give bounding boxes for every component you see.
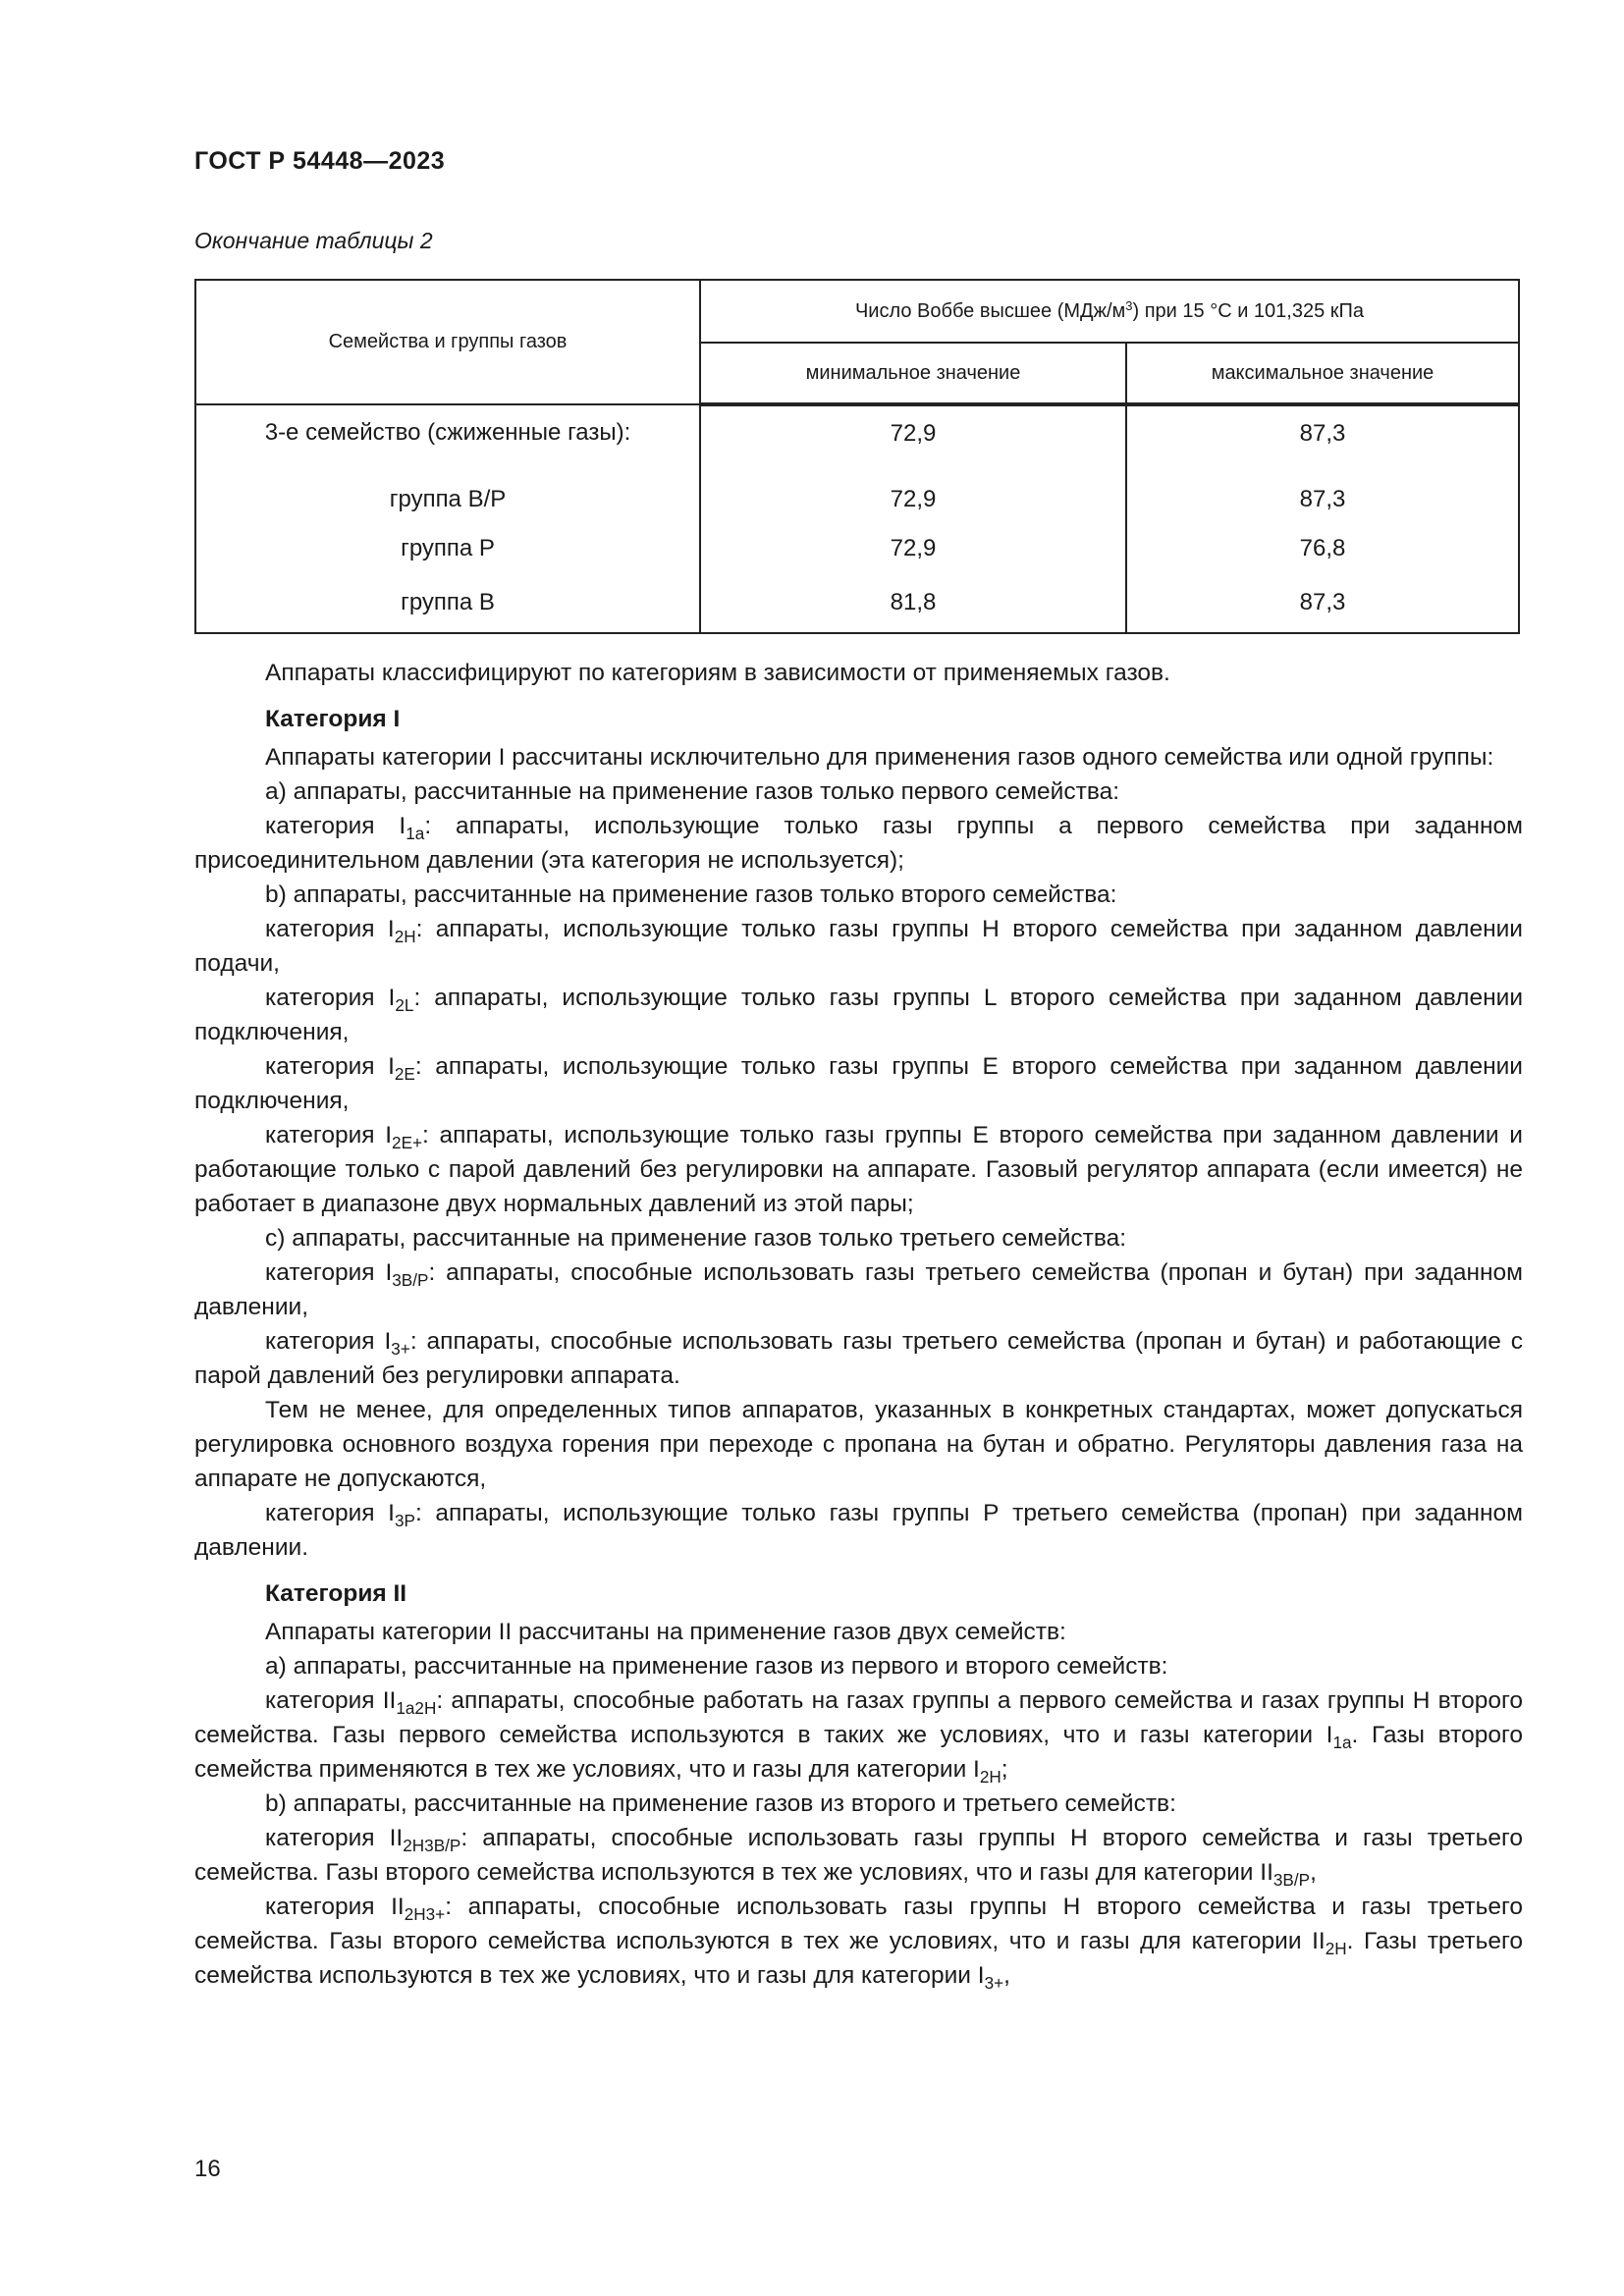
paragraph: категория $I_{3P}$: аппараты, использующие только газы группы Р третьего семейства (пропан) при заданном давлении. bbox=[194, 1500, 1523, 1561]
paragraph: Тем не менее, для определенных типов аппаратов, указанных в конкретных стандартах, может допускаться регулировка основного воздуха горения при переходе с пропана на бутан и обратно. Регуляторы давления газа на аппарате не допускаются, bbox=[194, 1397, 1523, 1492]
intro-paragraph: Аппараты классифицируют по категориям в зависимости от применяемых газов. bbox=[265, 660, 1170, 686]
table-row bbox=[195, 524, 1519, 573]
paragraph: категория $II_{2H3+}$: аппараты, способные использовать газы группы Н второго семейства и газы третьего семейства. Газы второго семейства используются в тех же условиях, что и газы для категории $II_{2H}$. Газы третьего семейства используются в тех же условиях, что и газы для категории $I_{3+}$, bbox=[194, 1894, 1523, 1993]
cell-max: 87,3 bbox=[1126, 573, 1519, 633]
list-item: b) аппараты, рассчитанные на применение газов из второго и третьего семейств: bbox=[265, 1790, 1176, 1817]
paragraph: Аппараты категории II рассчитаны на применение газов двух семейств: bbox=[265, 1619, 1066, 1645]
header-min: минимальное значение bbox=[700, 343, 1126, 404]
cell-family: группа Р bbox=[195, 524, 700, 573]
category-2-heading: Категория II bbox=[265, 1580, 407, 1607]
list-item: a) аппараты, рассчитанные на применение газов только первого семейства: bbox=[265, 778, 1120, 805]
cell-min: 72,9 bbox=[700, 475, 1126, 524]
cell-max: 87,3 bbox=[1126, 404, 1519, 475]
paragraph: категория $I_{3B/P}$: аппараты, способные использовать газы третьего семейства (пропан и бутан) при заданном давлении, bbox=[194, 1259, 1523, 1320]
list-item: b) аппараты, рассчитанные на применение газов только второго семейства: bbox=[265, 881, 1117, 908]
paragraph: категория $II_{2H3B/P}$: аппараты, способные использовать газы группы Н второго семейства и газы третьего семейства. Газы второго семейства используются в тех же условиях, что и газы для категории $II_{3B/P}$, bbox=[194, 1825, 1523, 1890]
document-code: ГОСТ Р 54448—2023 bbox=[194, 147, 446, 175]
paragraph: категория $I_{2E+}$: аппараты, использующие только газы группы Е второго семейства при заданном давлении и работающие только с парой давлений без регулировки на аппарате. Газовый регулятор аппарата (если имеется) не работает в диапазоне двух нормальных давлений из этой пары; bbox=[194, 1122, 1523, 1217]
list-item: a) аппараты, рассчитанные на применение газов из первого и второго семейств: bbox=[265, 1653, 1168, 1680]
cell-family: группа В bbox=[195, 573, 700, 633]
paragraph: категория $I_{2E}$: аппараты, использующие только газы группы Е второго семейства при заданном давлении подключения, bbox=[194, 1053, 1523, 1114]
paragraph: Аппараты категории I рассчитаны исключительно для применения газов одного семейства или одной группы: bbox=[265, 744, 1494, 771]
cell-min: 72,9 bbox=[700, 404, 1126, 475]
paragraph: категория $I_{1a}$: аппараты, использующие только газы группы а первого семейства при заданном присоединительном давлении (эта категория не используется); bbox=[194, 813, 1523, 874]
table-row bbox=[195, 404, 1519, 475]
paragraph: категория $II_{1a2H}$: аппараты, способные работать на газах группы а первого семейства и газах группы Н второго семейства. Газы первого семейства используются в таких же условиях, что и газы категории $I_{1a}$. Газы второго семейства применяются в тех же условиях, что и газы для категории $I_{2H}$; bbox=[194, 1687, 1523, 1787]
category-1-heading: Категория I bbox=[265, 706, 401, 732]
paragraph: категория $I_{3+}$: аппараты, способные использовать газы третьего семейства (пропан и бутан) и работающие с парой давлений без регулировки аппарата. bbox=[194, 1328, 1523, 1389]
cell-family: 3-е семейство (сжиженные газы): bbox=[195, 404, 700, 475]
table-row bbox=[195, 475, 1519, 524]
cell-family: группа В/Р bbox=[195, 475, 700, 524]
table-caption: Окончание таблицы 2 bbox=[194, 228, 433, 253]
wobbe-table bbox=[194, 279, 1520, 634]
header-family: Семейства и группы газов bbox=[195, 280, 700, 404]
header-wobbe: Число Воббе высшее $(МДж/м^3)$ при 15 °С и 101,325 кПа bbox=[700, 280, 1519, 343]
cell-min: 81,8 bbox=[700, 573, 1126, 633]
paragraph: категория $I_{2L}$: аппараты, использующие только газы группы L второго семейства при заданном давлении подключения, bbox=[194, 985, 1523, 1045]
cell-min: 72,9 bbox=[700, 524, 1126, 573]
cell-max: 87,3 bbox=[1126, 475, 1519, 524]
cell-max: 76,8 bbox=[1126, 524, 1519, 573]
paragraph: категория $I_{2H}$: аппараты, использующие только газы группы Н второго семейства при заданном давлении подачи, bbox=[194, 916, 1523, 977]
header-max: максимальное значение bbox=[1126, 343, 1519, 404]
list-item: c) аппараты, рассчитанные на применение газов только третьего семейства: bbox=[265, 1225, 1127, 1252]
body-text bbox=[194, 656, 1523, 1993]
page-number: 16 bbox=[194, 2156, 221, 2182]
table-row bbox=[195, 573, 1519, 633]
